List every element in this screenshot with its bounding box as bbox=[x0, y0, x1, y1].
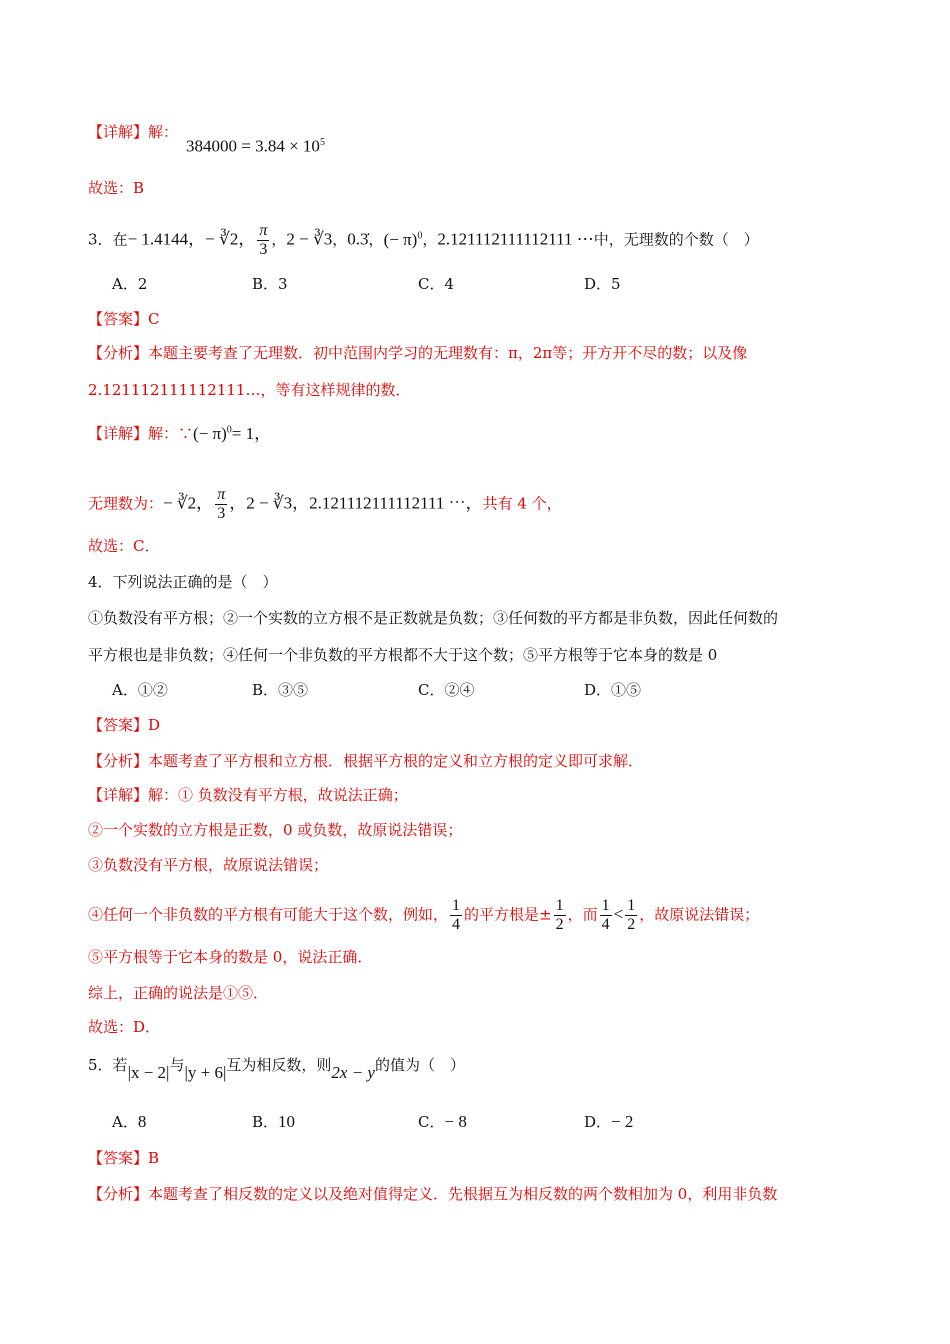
q4-detail-2: ②一个实数的立方根是正数，0 或负数，故原说法错误； bbox=[88, 821, 463, 839]
one-quarter-fraction: $\frac{1}{4}$ bbox=[601, 897, 610, 933]
q4-statements-line2: 平方根也是非负数；④任何一个非负数的平方根都不大于这个数；⑤平方根等于它本身的数是 0 bbox=[88, 646, 718, 664]
q4-answer: 【答案】D bbox=[88, 716, 161, 734]
q5-option-a: A．8 bbox=[112, 1112, 147, 1131]
one-half-fraction: $\frac{1}{2}$ bbox=[555, 897, 564, 933]
q4-detail-4: ④任何一个非负数的平方根有可能大于这个数，例如， $\frac{1}{4}$ 的平方根是± $\frac{1}{2}$ ，而 $\frac{1}{4}$ < $\frac{1}{2}$ ，故原说法错误； bbox=[88, 897, 760, 933]
pi-over-3-fraction: $\frac{\pi}{3}$ bbox=[217, 486, 226, 522]
q5-stem: 5．若|x − 2|与|y + 6|互为相反数，则2x − y的值为（ ） bbox=[88, 1056, 465, 1082]
q5-option-c: C．− 8 bbox=[418, 1112, 467, 1131]
detail-tag: 【详解】 bbox=[88, 123, 149, 141]
q3-stem: 3．在− 1.4144，− ∛2， $\frac{\pi}{3}$ ，2 − ∛3，0.3̇，(− π)$^0$，2.121112111112111 ⋯中，无理数的个数（ ） bbox=[88, 222, 759, 258]
q4-statements-line1: ①负数没有平方根；②一个实数的立方根不是正数就是负数；③任何数的平方都是非负数，因此任何数的 bbox=[88, 609, 779, 627]
q2-equation: $384000 = 3.84 \times 10^5$ bbox=[186, 136, 325, 156]
q4-option-b: B．③⑤ bbox=[252, 681, 309, 699]
q4-summary: 综上，正确的说法是①⑤． bbox=[88, 984, 269, 1002]
q4-option-a: A．①② bbox=[112, 681, 168, 699]
q3-answer: 【答案】C bbox=[88, 310, 160, 328]
q3-option-a: A．2 bbox=[112, 275, 148, 293]
q4-detail-3: ③负数没有平方根，故原说法错误； bbox=[88, 856, 329, 874]
q3-irrational-list: 无理数为：− ∛2， $\frac{\pi}{3}$ ，2 − ∛3，2.121112111112111 ⋯，共有 4 个， bbox=[88, 486, 562, 522]
q3-analysis-line2: 2.121112111112111…，等有这样规律的数． bbox=[88, 381, 411, 399]
q3-choose: 故选：C． bbox=[88, 537, 160, 555]
one-quarter-fraction: $\frac{1}{4}$ bbox=[452, 897, 461, 933]
q3-analysis-line1: 【分析】本题主要考查了无理数．初中范围内学习的无理数有：π，2π等；开方开不尽的数；以及像 bbox=[88, 344, 748, 362]
q3-detail: 【详解】解：∵(− π)$^0$= 1， bbox=[88, 423, 272, 443]
q5-answer: 【答案】B bbox=[88, 1149, 160, 1167]
q4-stem: 4．下列说法正确的是（ ） bbox=[88, 573, 278, 591]
q3-option-b: B．3 bbox=[252, 275, 288, 293]
q4-choose: 故选：D． bbox=[88, 1018, 161, 1036]
q2-choose: 故选：B bbox=[88, 179, 145, 197]
q4-option-c: C．②④ bbox=[418, 681, 475, 699]
q4-detail-5: ⑤平方根等于它本身的数是 0，说法正确． bbox=[88, 948, 373, 966]
q2-detail-line bbox=[88, 122, 178, 142]
q3-option-d: D．5 bbox=[584, 275, 621, 293]
pi-over-3-fraction: $\frac{\pi}{3}$ bbox=[259, 222, 268, 258]
detail-prefix: 解： bbox=[148, 123, 179, 141]
q5-analysis: 【分析】本题考查了相反数的定义以及绝对值得定义．先根据互为相反数的两个数相加为 0，利用非负数 bbox=[88, 1185, 778, 1203]
q3-option-c: C．4 bbox=[418, 275, 455, 293]
q4-detail-1: 【详解】解：① 负数没有平方根，故说法正确； bbox=[88, 786, 408, 804]
q4-option-d: D．①⑤ bbox=[584, 681, 642, 699]
one-half-fraction: $\frac{1}{2}$ bbox=[627, 897, 636, 933]
q4-analysis: 【分析】本题考查了平方根和立方根．根据平方根的定义和立方根的定义即可求解． bbox=[88, 752, 644, 770]
q5-option-b: B．10 bbox=[252, 1112, 296, 1131]
q5-option-d: D．− 2 bbox=[584, 1112, 634, 1131]
